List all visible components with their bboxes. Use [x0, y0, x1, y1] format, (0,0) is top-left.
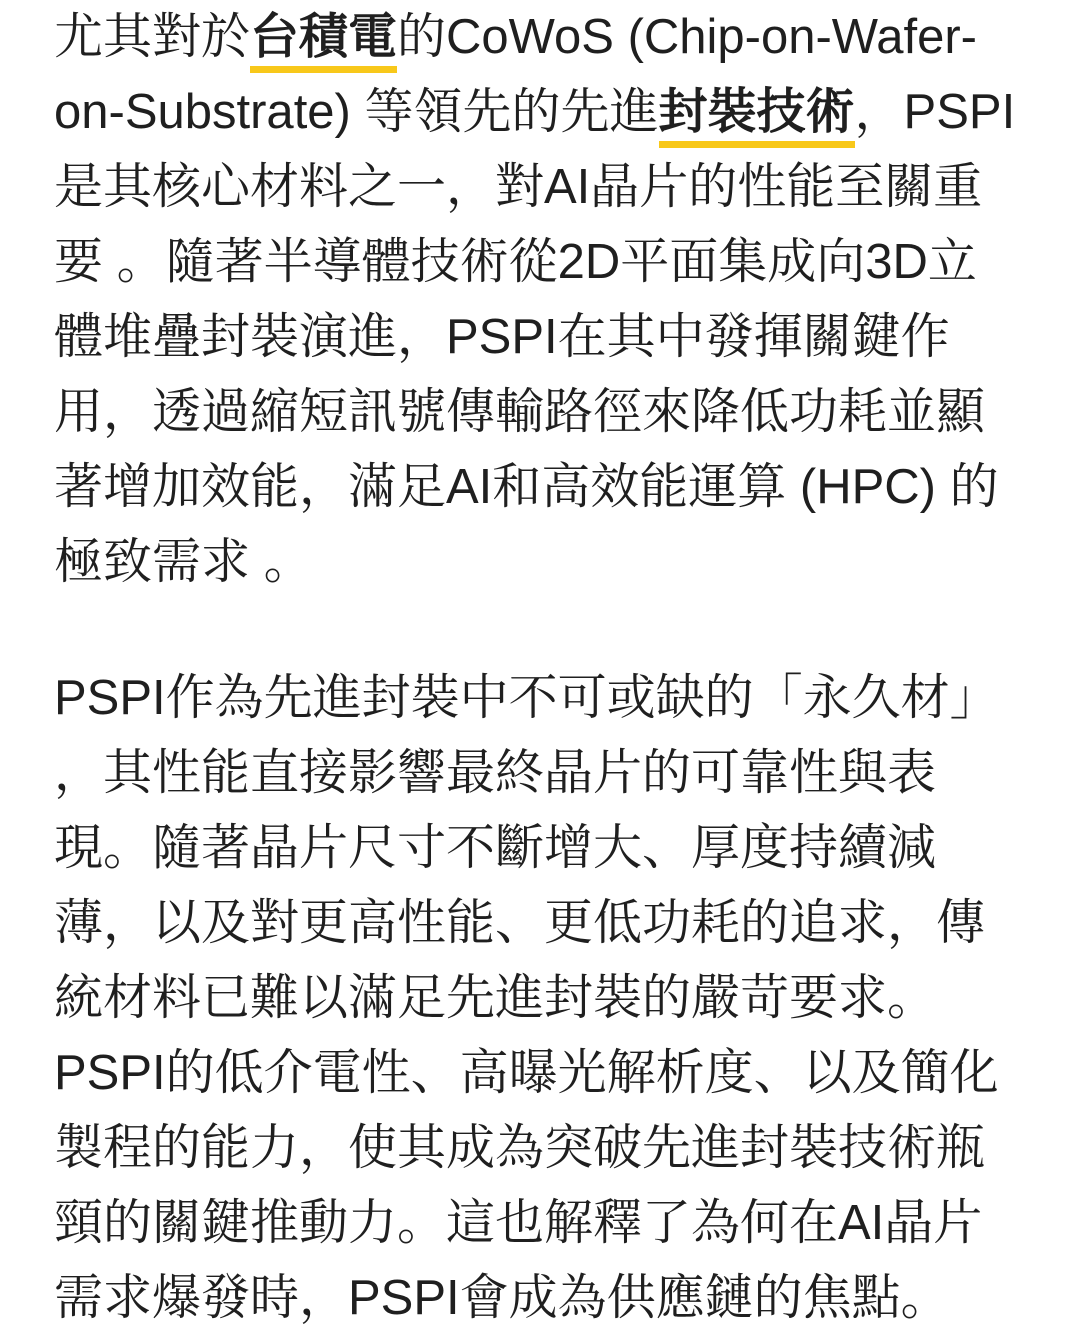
text-line	[54, 661, 1024, 736]
text-line	[54, 450, 1024, 525]
text-segment: 頸的關鍵推動力。這也解釋了為何在AI晶片	[54, 1196, 983, 1250]
text-line	[54, 225, 1024, 300]
text-line	[54, 811, 1024, 886]
text-segment: 極致需求 。	[54, 535, 313, 589]
text-line	[54, 375, 1024, 450]
text-segment: 是其核心材料之一，對AI晶片的性能至關重	[54, 160, 983, 214]
text-segment: 著增加效能，滿足AI和高效能運算 (HPC) 的	[54, 460, 999, 514]
text-line	[54, 886, 1024, 961]
text-segment: 尤其對於	[54, 10, 251, 64]
entity-link-tsmc[interactable]: 台積電	[250, 10, 397, 73]
text-line	[54, 1186, 1024, 1261]
text-segment: PSPI的低介電性、高曝光解析度、以及簡化	[54, 1046, 999, 1100]
text-line	[54, 961, 1024, 1036]
text-segment: 需求爆發時，PSPI會成為供應鏈的焦點。	[54, 1271, 950, 1325]
text-segment: 現。隨著晶片尺寸不斷增大、厚度持續減	[54, 821, 937, 875]
text-segment: on-Substrate) 等領先的先進	[54, 85, 659, 139]
text-line	[54, 300, 1024, 375]
text-line	[54, 1036, 1024, 1111]
text-segment: 要 。隨著半導體技術從2D平面集成向3D立	[54, 235, 977, 289]
text-segment: 統材料已難以滿足先進封裝的嚴苛要求。	[54, 971, 937, 1025]
text-segment: 用，透過縮短訊號傳輸路徑來降低功耗並顯	[54, 385, 986, 439]
text-segment: ，其性能直接影響最終晶片的可靠性與表	[54, 746, 937, 800]
text-line	[54, 1111, 1024, 1186]
entity-link-packaging-tech[interactable]: 封裝技術	[659, 85, 855, 148]
text-segment: 製程的能力，使其成為突破先進封裝技術瓶	[54, 1121, 986, 1175]
text-segment: PSPI作為先進封裝中不可或缺的「永久材」	[54, 671, 999, 725]
text-segment: 體堆疊封裝演進，PSPI在其中發揮關鍵作	[54, 310, 950, 364]
text-line	[54, 150, 1024, 225]
paragraph-1	[54, 0, 1024, 600]
text-line	[54, 75, 1024, 150]
text-segment: 薄，以及對更高性能、更低功耗的追求，傳	[54, 896, 986, 950]
text-line	[54, 525, 1024, 600]
paragraph-2	[54, 661, 1024, 1336]
text-segment: ，PSPI	[854, 85, 1016, 139]
text-line	[54, 1261, 1024, 1336]
text-line	[54, 736, 1024, 811]
text-segment: 的CoWoS (Chip-on-Wafer-	[397, 10, 977, 64]
text-line	[54, 0, 1024, 75]
